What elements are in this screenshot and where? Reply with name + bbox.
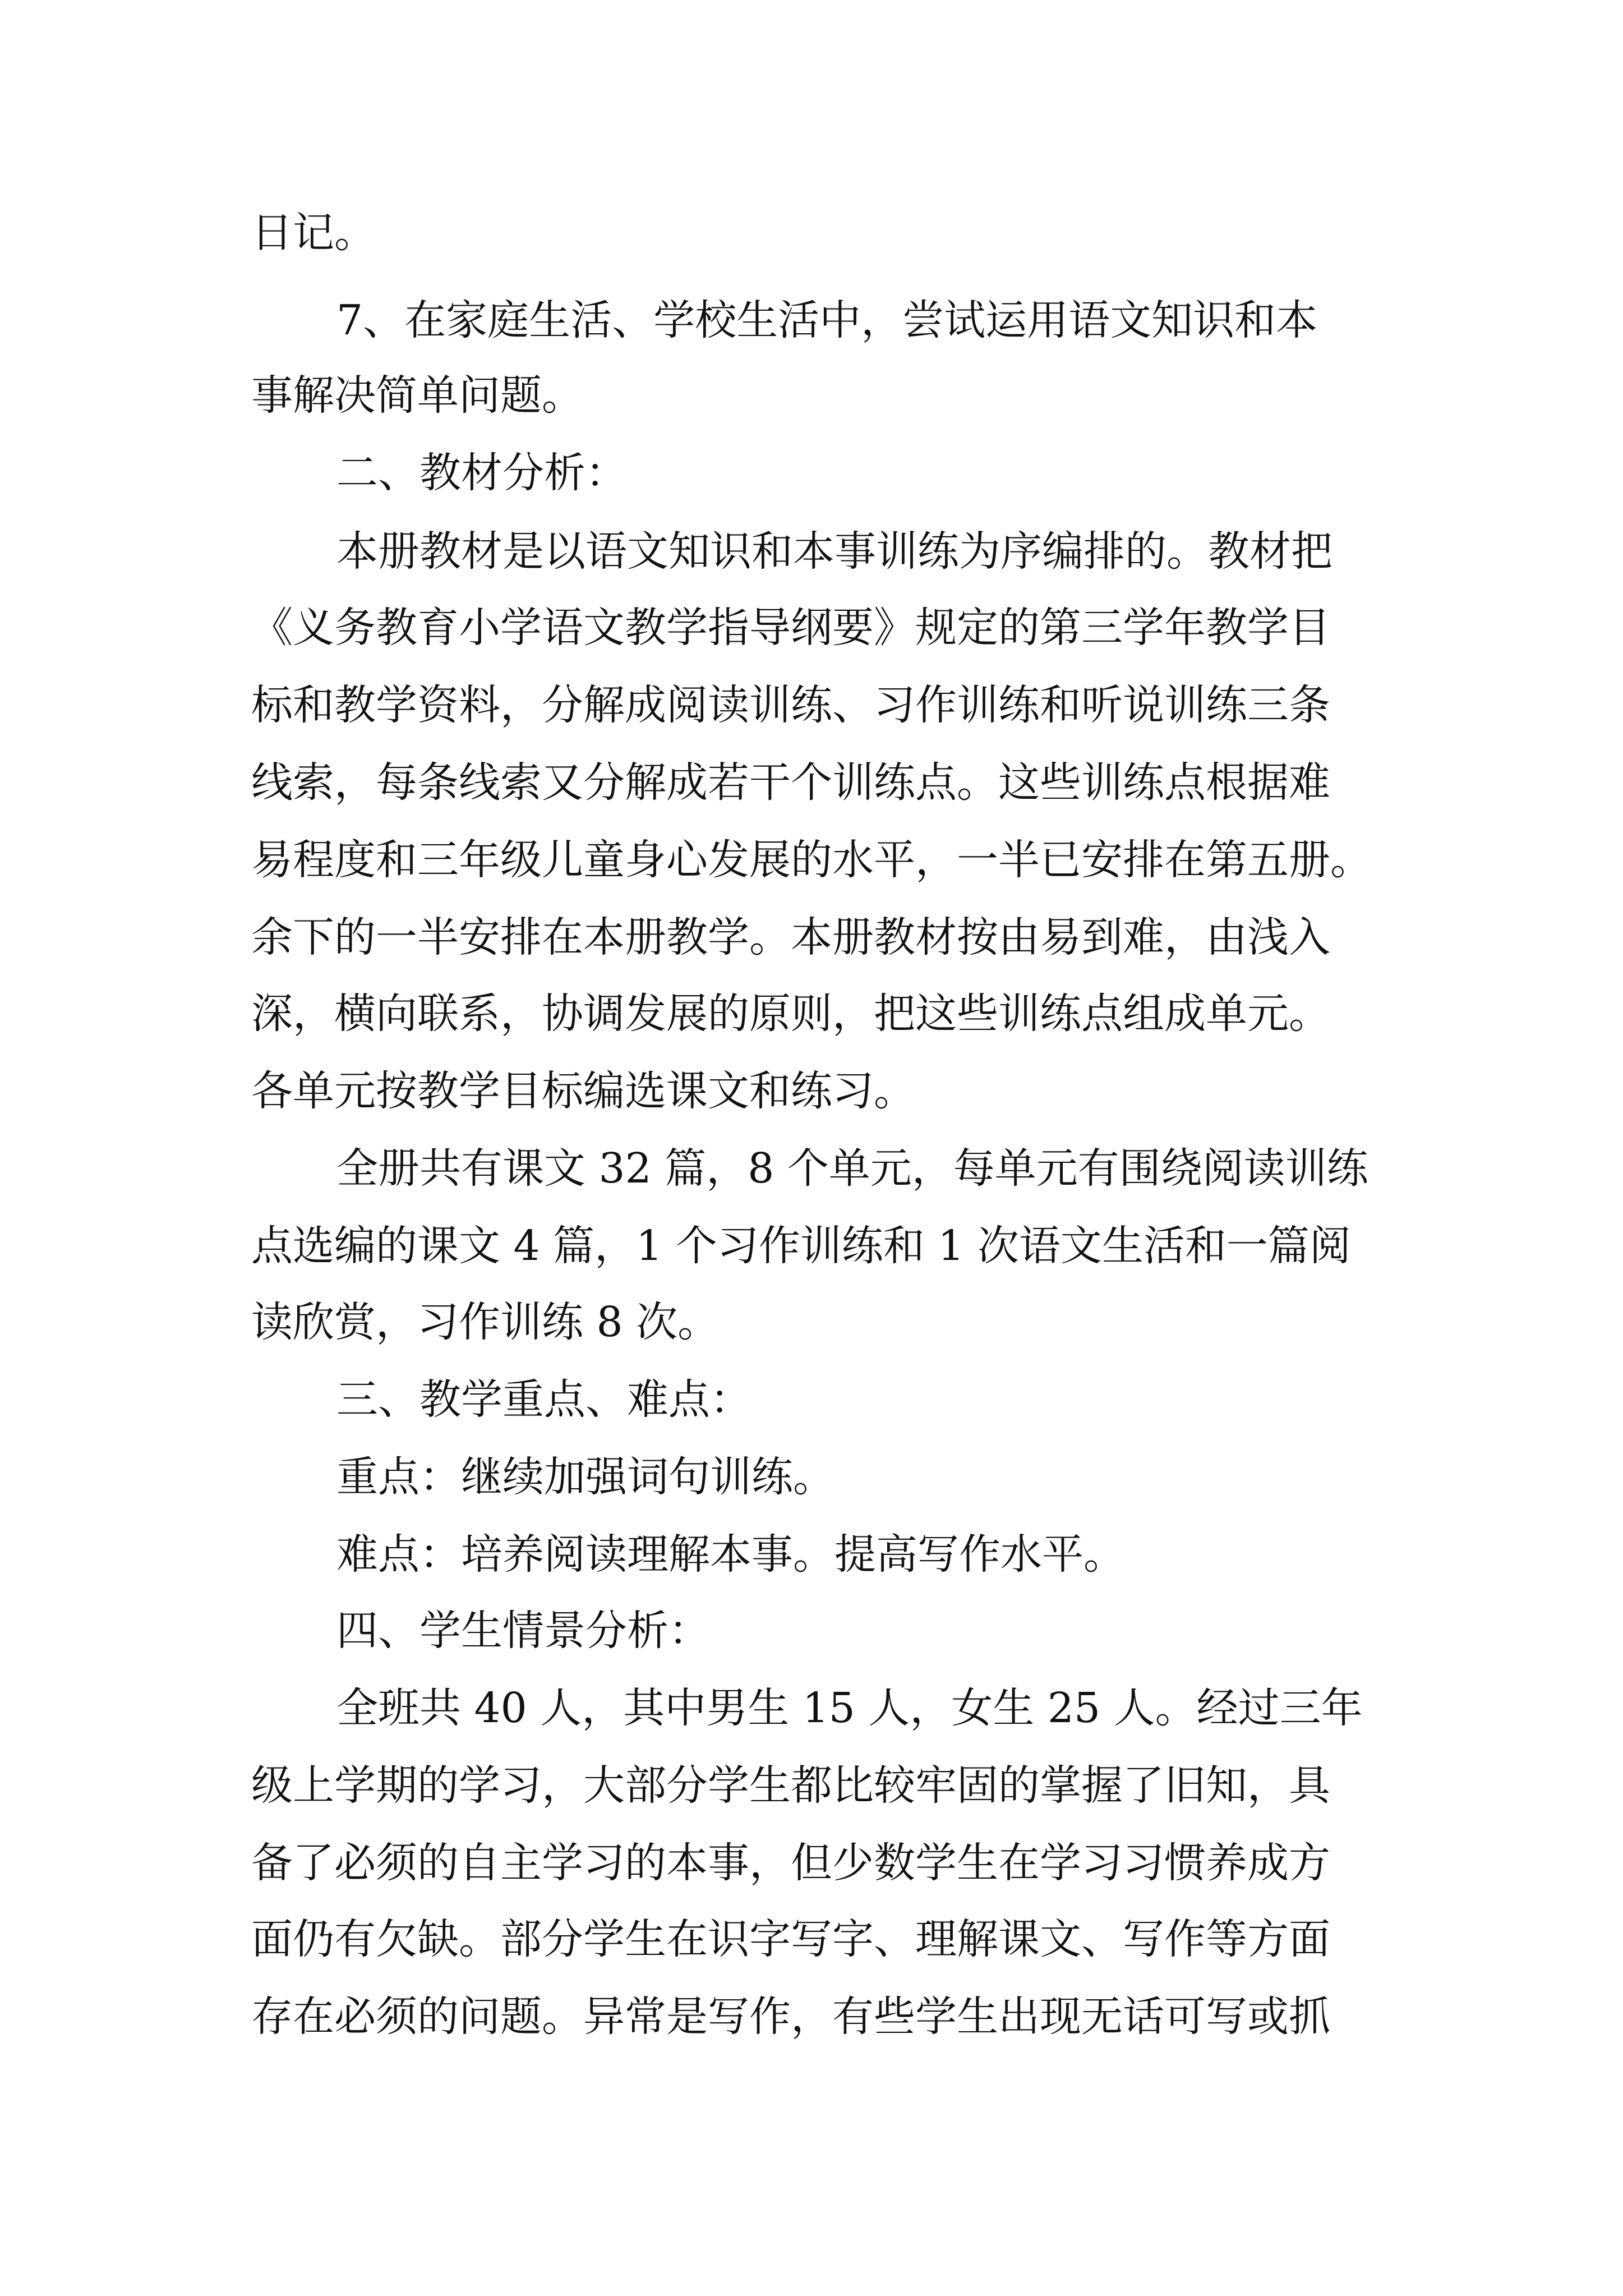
section-heading: 二、教材分析： bbox=[336, 449, 627, 497]
section-heading: 三、教学重点、难点： bbox=[336, 1375, 751, 1424]
text-line: 标和教学资料，分解成阅读训练、习作训练和听说训练三条 bbox=[251, 681, 1330, 729]
text-line: 存在必须的问题。异常是写作，有些学生出现无话可写或抓 bbox=[251, 1993, 1330, 2041]
text-line: 深，横向联系，协调发展的原则，把这些训练点组成单元。 bbox=[251, 990, 1330, 1038]
text-line: 读欣赏，习作训练 8 次。 bbox=[251, 1298, 720, 1346]
text-line: 重点：继续加强词句训练。 bbox=[336, 1453, 834, 1501]
text-line: 事解决简单问题。 bbox=[251, 371, 583, 420]
text-line: 全班共 40 人，其中男生 15 人，女生 25 人。经过三年 bbox=[336, 1684, 1363, 1732]
text-line: 余下的一半安排在本册教学。本册教材按由易到难，由浅入 bbox=[251, 913, 1330, 961]
text-line: 难点：培养阅读理解本事。提高写作水平。 bbox=[336, 1530, 1125, 1579]
section-heading: 四、学生情景分析： bbox=[336, 1607, 710, 1655]
text-line: 易程度和三年级儿童身心发展的水平，一半已安排在第五册。 bbox=[251, 836, 1372, 884]
text-line: 7、在家庭生活、学校生活中，尝试运用语文知识和本 bbox=[336, 296, 1318, 344]
text-line: 本册教材是以语文知识和本事训练为序编排的。教材把 bbox=[336, 527, 1332, 576]
text-line: 点选编的课文 4 篇，1 个习作训练和 1 次语文生活和一篇阅 bbox=[251, 1222, 1351, 1270]
text-line: 《义务教育小学语文教学指导纲要》规定的第三学年教学目 bbox=[251, 604, 1330, 652]
text-line: 全册共有课文 32 篇，8 个单元，每单元有围绕阅读训练 bbox=[336, 1144, 1368, 1193]
text-line: 日记。 bbox=[251, 209, 376, 257]
text-line: 级上学期的学习，大部分学生都比较牢固的掌握了旧知，具 bbox=[251, 1761, 1330, 1810]
text-line: 备了必须的自主学习的本事，但少数学生在学习习惯养成方 bbox=[251, 1839, 1330, 1887]
text-line: 线索，每条线索又分解成若干个训练点。这些训练点根据难 bbox=[251, 758, 1330, 807]
text-line: 各单元按教学目标编选课文和练习。 bbox=[251, 1067, 915, 1115]
text-line: 面仍有欠缺。部分学生在识字写字、理解课文、写作等方面 bbox=[251, 1915, 1330, 1963]
